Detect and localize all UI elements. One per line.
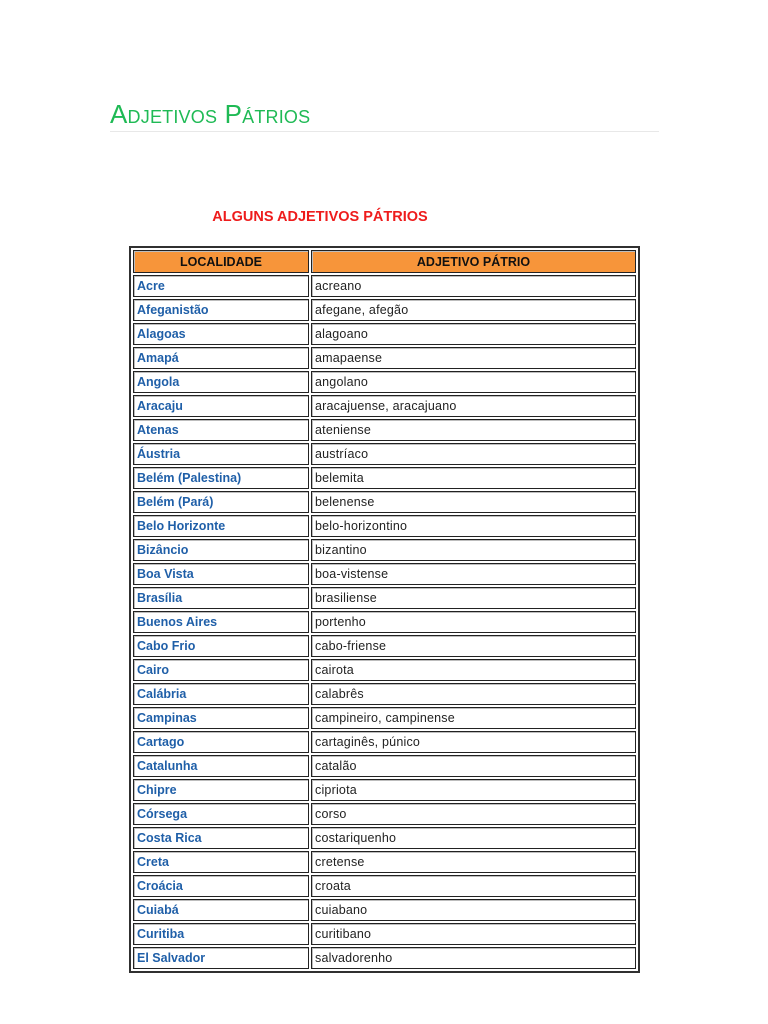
- cell-localidade: Bizâncio: [133, 539, 309, 561]
- cell-localidade: Aracaju: [133, 395, 309, 417]
- cell-localidade: Campinas: [133, 707, 309, 729]
- table-row: [133, 659, 636, 681]
- cell-localidade: Cairo: [133, 659, 309, 681]
- column-header-localidade: LOCALIDADE: [133, 250, 309, 273]
- cell-adjetivo: bizantino: [311, 539, 636, 561]
- table-row: [133, 515, 636, 537]
- cell-localidade: Atenas: [133, 419, 309, 441]
- cell-adjetivo: croata: [311, 875, 636, 897]
- table-row: [133, 779, 636, 801]
- cell-localidade: Belém (Palestina): [133, 467, 309, 489]
- cell-adjetivo: angolano: [311, 371, 636, 393]
- cell-adjetivo: ateniense: [311, 419, 636, 441]
- table-row: [133, 683, 636, 705]
- cell-adjetivo: belenense: [311, 491, 636, 513]
- cell-adjetivo: aracajuense, aracajuano: [311, 395, 636, 417]
- cell-localidade: Angola: [133, 371, 309, 393]
- table-row: [133, 635, 636, 657]
- cell-localidade: Creta: [133, 851, 309, 873]
- cell-localidade: Costa Rica: [133, 827, 309, 849]
- cell-adjetivo: brasiliense: [311, 587, 636, 609]
- table-row: [133, 419, 636, 441]
- cell-adjetivo: portenho: [311, 611, 636, 633]
- table-row: [133, 803, 636, 825]
- table-row: [133, 539, 636, 561]
- cell-adjetivo: cuiabano: [311, 899, 636, 921]
- table-row: [133, 563, 636, 585]
- table-row: [133, 587, 636, 609]
- cell-adjetivo: curitibano: [311, 923, 636, 945]
- adjectives-table: [129, 246, 640, 973]
- table-row: [133, 491, 636, 513]
- cell-localidade: Córsega: [133, 803, 309, 825]
- cell-adjetivo: belo-horizontino: [311, 515, 636, 537]
- table-caption: ALGUNS ADJETIVOS PÁTRIOS: [212, 209, 428, 225]
- cell-localidade: Croácia: [133, 875, 309, 897]
- cell-localidade: Cabo Frio: [133, 635, 309, 657]
- cell-localidade: Áustria: [133, 443, 309, 465]
- cell-adjetivo: cretense: [311, 851, 636, 873]
- cell-adjetivo: alagoano: [311, 323, 636, 345]
- cell-adjetivo: cipriota: [311, 779, 636, 801]
- table-row: [133, 275, 636, 297]
- table-row: [133, 299, 636, 321]
- cell-adjetivo: salvadorenho: [311, 947, 636, 969]
- cell-localidade: Cuiabá: [133, 899, 309, 921]
- table-row: [133, 395, 636, 417]
- column-header-adjetivo: ADJETIVO PÁTRIO: [311, 250, 636, 273]
- table-header-row: [133, 250, 636, 273]
- table-row: [133, 875, 636, 897]
- table-row: [133, 347, 636, 369]
- table-row: [133, 707, 636, 729]
- table-row: [133, 323, 636, 345]
- title-divider: [110, 131, 659, 132]
- cell-localidade: Catalunha: [133, 755, 309, 777]
- cell-localidade: Afeganistão: [133, 299, 309, 321]
- cell-adjetivo: campineiro, campinense: [311, 707, 636, 729]
- cell-adjetivo: austríaco: [311, 443, 636, 465]
- cell-adjetivo: cabo-friense: [311, 635, 636, 657]
- cell-localidade: Chipre: [133, 779, 309, 801]
- table-row: [133, 371, 636, 393]
- cell-localidade: Brasília: [133, 587, 309, 609]
- cell-localidade: Boa Vista: [133, 563, 309, 585]
- cell-adjetivo: belemita: [311, 467, 636, 489]
- table-row: [133, 923, 636, 945]
- cell-adjetivo: amapaense: [311, 347, 636, 369]
- cell-localidade: El Salvador: [133, 947, 309, 969]
- cell-localidade: Cartago: [133, 731, 309, 753]
- table-row: [133, 947, 636, 969]
- table-row: [133, 851, 636, 873]
- cell-localidade: Belo Horizonte: [133, 515, 309, 537]
- cell-localidade: Buenos Aires: [133, 611, 309, 633]
- table-row: [133, 827, 636, 849]
- cell-localidade: Acre: [133, 275, 309, 297]
- table-row: [133, 611, 636, 633]
- cell-localidade: Belém (Pará): [133, 491, 309, 513]
- cell-adjetivo: costariquenho: [311, 827, 636, 849]
- cell-adjetivo: catalão: [311, 755, 636, 777]
- table-row: [133, 899, 636, 921]
- table-row: [133, 467, 636, 489]
- cell-adjetivo: corso: [311, 803, 636, 825]
- cell-adjetivo: cairota: [311, 659, 636, 681]
- cell-localidade: Calábria: [133, 683, 309, 705]
- cell-adjetivo: cartaginês, púnico: [311, 731, 636, 753]
- cell-adjetivo: afegane, afegão: [311, 299, 636, 321]
- table-row: [133, 443, 636, 465]
- cell-localidade: Amapá: [133, 347, 309, 369]
- cell-localidade: Alagoas: [133, 323, 309, 345]
- cell-localidade: Curitiba: [133, 923, 309, 945]
- table-body: [133, 275, 636, 969]
- cell-adjetivo: acreano: [311, 275, 636, 297]
- cell-adjetivo: boa-vistense: [311, 563, 636, 585]
- page-title: Adjetivos Pátrios: [110, 99, 311, 129]
- table-row: [133, 731, 636, 753]
- table-row: [133, 755, 636, 777]
- cell-adjetivo: calabrês: [311, 683, 636, 705]
